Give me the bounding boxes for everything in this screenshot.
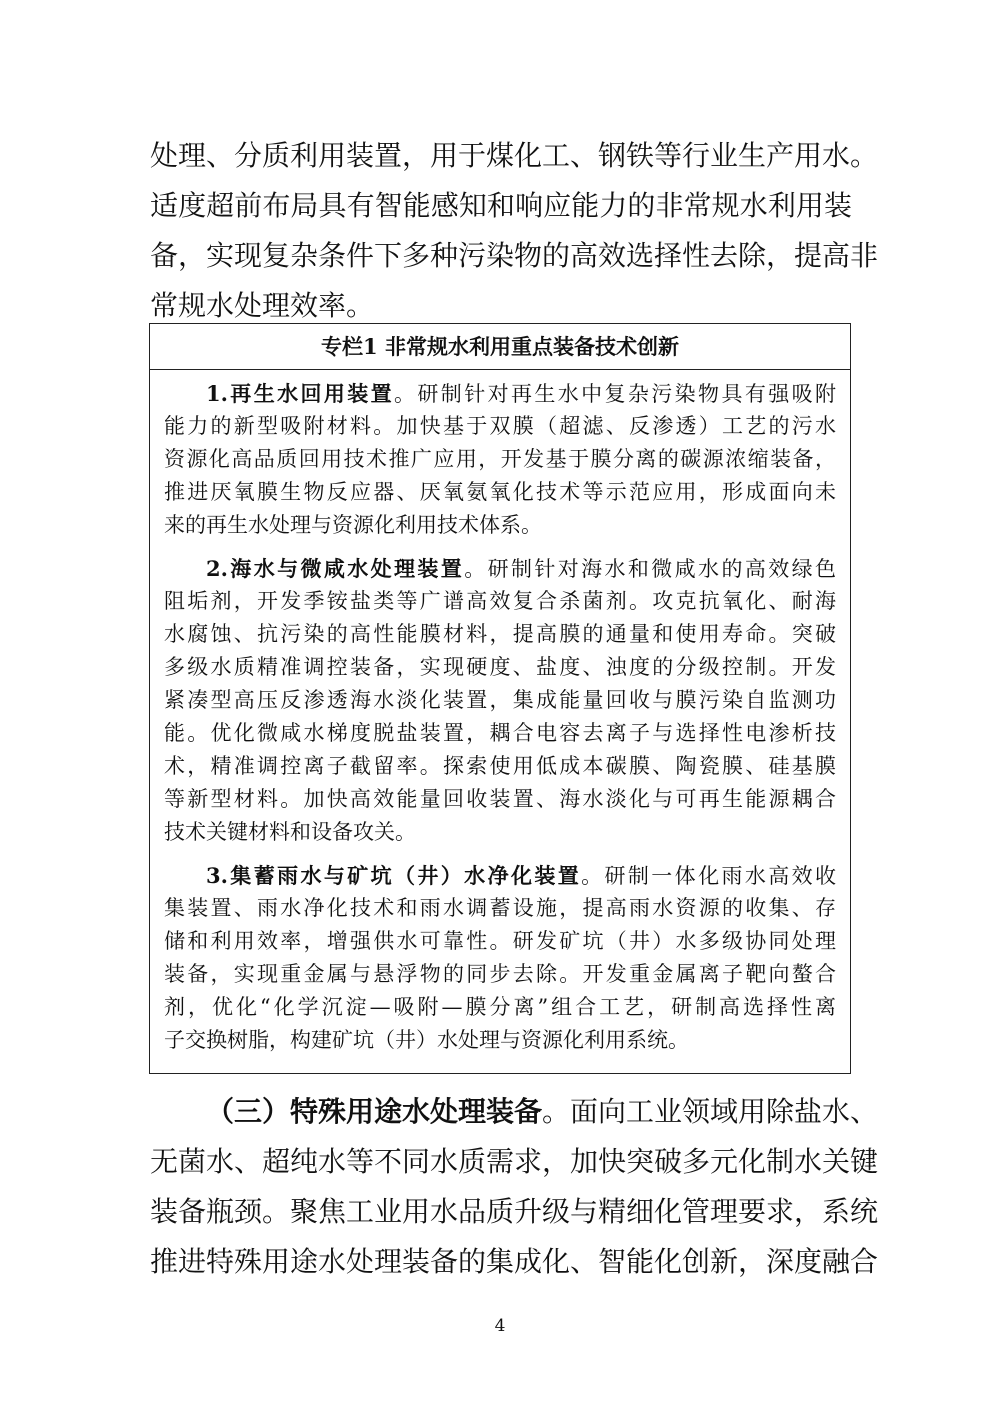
item-3-line: 子交换树脂，构建矿坑（井）水处理与资源化利用系统。 [164,1028,689,1052]
item-1-line: 推进厌氧膜生物反应器、厌氧氨氧化技术等示范应用，形成面向未 [164,480,836,504]
item-3-heading: 3.集蓄雨水与矿坑（井）水净化装置 [206,863,582,888]
column-box [149,323,851,1074]
item-2-line: 多级水质精准调控装备，实现硬度、盐度、浊度的分级控制。开发 [164,655,836,679]
page-number: 4 [494,1316,506,1336]
section-3-line: 推进特殊用途水处理装备的集成化、智能化创新，深度融合 [150,1245,879,1278]
item-2-line: 能。优化微咸水梯度脱盐装置，耦合电容去离子与选择性电渗析技 [164,721,836,745]
section-3-line: （三）特殊用途水处理装备。面向工业领域用除盐水、 [206,1095,879,1128]
item-3-line: 3.集蓄雨水与矿坑（井）水净化装置。研制一体化雨水高效收 [206,863,837,888]
section-3-line: 装备瓶颈。聚焦工业用水品质升级与精细化管理要求，系统 [150,1195,879,1228]
item-2-heading: 2.海水与微咸水处理装置 [206,556,465,581]
section-3-line: 无菌水、超纯水等不同水质需求，加快突破多元化制水关键 [150,1145,879,1178]
text-line: 常规水处理效率。 [150,289,375,322]
section-3-heading: （三）特殊用途水处理装备 [206,1095,543,1128]
item-1-line: 资源化高品质回用技术推广应用，开发基于膜分离的碳源浓缩装备， [164,447,836,471]
item-2-line: 2.海水与微咸水处理装置。研制针对海水和微咸水的高效绿色 [206,556,836,581]
box-title: 专栏1 非常规水利用重点装备技术创新 [150,324,850,370]
text-line: 适度超前布局具有智能感知和响应能力的非常规水利用装 [150,189,852,222]
item-1-line: 来的再生水处理与资源化利用技术体系。 [164,513,542,537]
item-3-line: 装备，实现重金属与悬浮物的同步去除。开发重金属离子靶向螯合 [164,962,836,986]
item-3-line: 剂，优化“化学沉淀—吸附—膜分离”组合工艺，研制高选择性离 [164,995,836,1019]
text-line: 处理、分质利用装置，用于煤化工、钢铁等行业生产用水。 [150,139,879,172]
text-line: 备，实现复杂条件下多种污染物的高效选择性去除，提高非 [150,239,879,272]
item-1-line: 能力的新型吸附材料。加快基于双膜（超滤、反渗透）工艺的污水 [164,414,836,438]
item-2-line: 术，精准调控离子截留率。探索使用低成本碳膜、陶瓷膜、硅基膜 [164,754,836,778]
item-1-line: 1.再生水回用装置。研制针对再生水中复杂污染物具有强吸附 [206,381,836,406]
item-3-line: 集装置、雨水净化技术和雨水调蓄设施，提高雨水资源的收集、存 [164,896,836,920]
item-2-line: 技术关键材料和设备攻关。 [164,820,416,844]
item-1-heading: 1.再生水回用装置 [206,381,395,406]
item-2-line: 紧凑型高压反渗透海水淡化装置，集成能量回收与膜污染自监测功 [164,688,836,712]
item-2-line: 阻垢剂，开发季铵盐类等广谱高效复合杀菌剂。攻克抗氧化、耐海 [164,589,836,613]
item-2-line: 水腐蚀、抗污染的高性能膜材料，提高膜的通量和使用寿命。突破 [164,622,836,646]
item-2-line: 等新型材料。加快高效能量回收装置、海水淡化与可再生能源耦合 [164,787,836,811]
item-3-line: 储和利用效率，增强供水可靠性。研发矿坑（井）水多级协同处理 [164,929,836,953]
